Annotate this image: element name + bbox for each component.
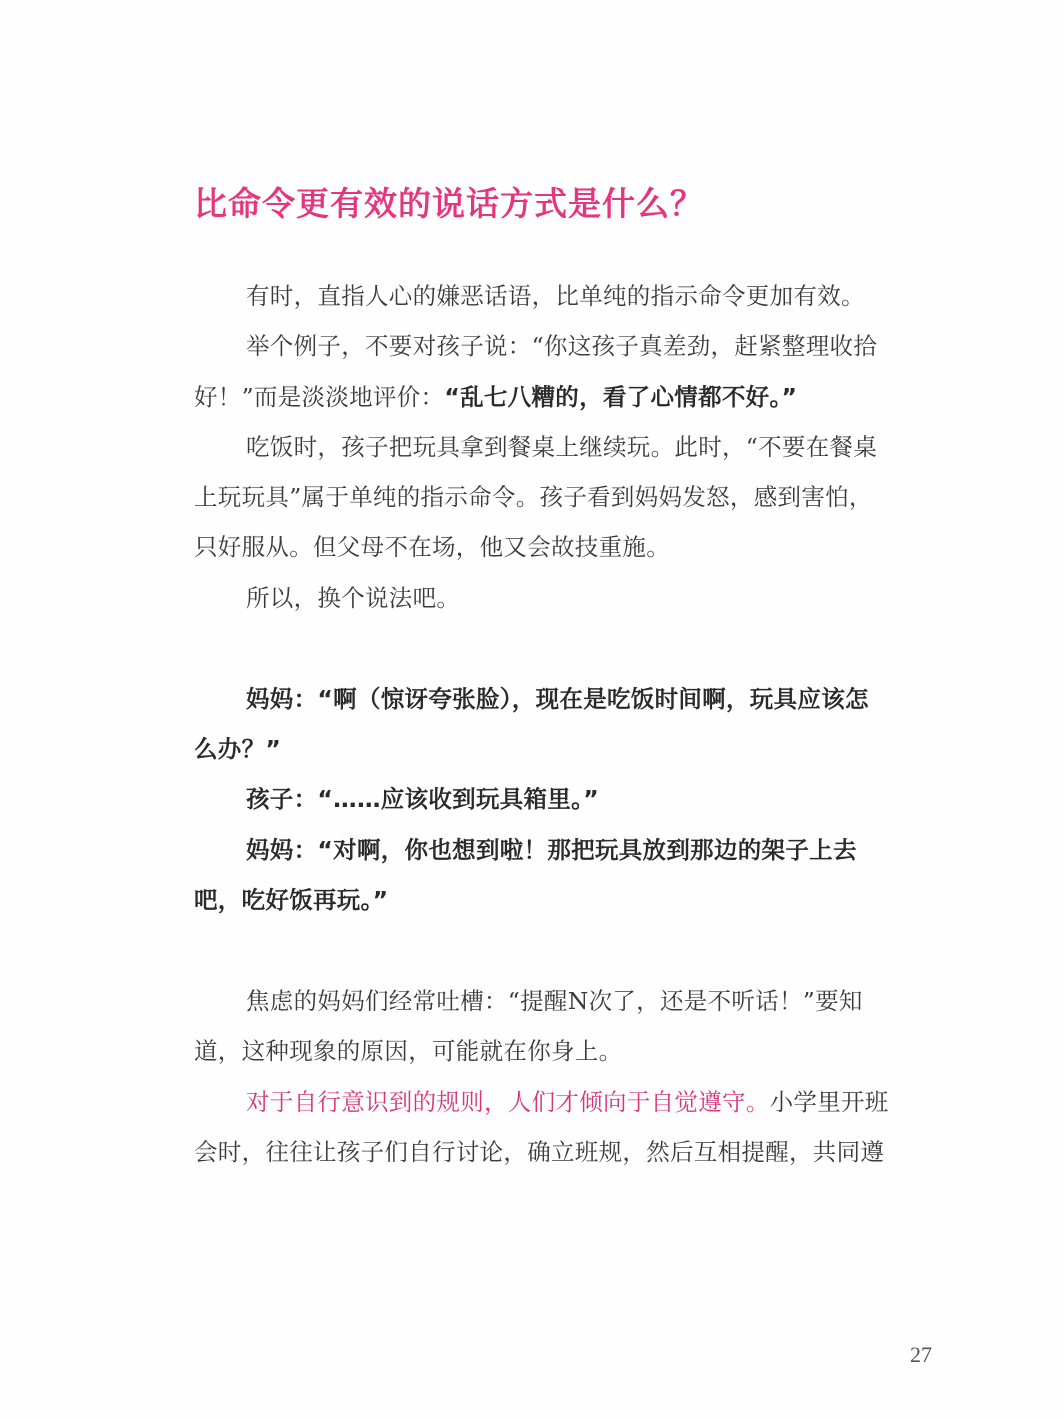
paragraph-5-line-2: 道，这种现象的原因，可能就在你身上。 bbox=[194, 1037, 623, 1065]
page-number: 27 bbox=[910, 1342, 932, 1367]
dialogue-line-3: 孩子：“……应该收到玩具箱里。” bbox=[246, 785, 599, 813]
dialogue-line-1: 妈妈：“啊（惊讶夸张脸），现在是吃饭时间啊，玩具应该怎 bbox=[246, 685, 869, 713]
highlighted-sentence: 对于自行意识到的规则，人们才倾向于自觉遵守。 bbox=[246, 1088, 770, 1116]
paragraph-6-line-1 bbox=[246, 1087, 889, 1117]
paragraph-6-plain-text: 小学里开班 bbox=[769, 1088, 889, 1116]
paragraph-2-bold-quote: “乱七八糟的，看了心情都不好。” bbox=[444, 383, 798, 411]
paragraph-2-plain-text: 好！”而是淡淡地评价： bbox=[194, 383, 445, 411]
dialogue-line-4: 妈妈：“对啊，你也想到啦！那把玩具放到那边的架子上去 bbox=[246, 836, 857, 864]
paragraph-4-line-1: 所以，换个说法吧。 bbox=[246, 584, 461, 612]
paragraph-6-line-2: 会时，往往让孩子们自行讨论，确立班规，然后互相提醒，共同遵 bbox=[194, 1138, 885, 1166]
paragraph-2-line-2 bbox=[194, 382, 797, 412]
paragraph-3-line-1: 吃饭时，孩子把玩具拿到餐桌上继续玩。此时，“不要在餐桌 bbox=[246, 433, 878, 461]
section-title: 比命令更有效的说话方式是什么？ bbox=[194, 184, 704, 223]
paragraph-5-line-1: 焦虑的妈妈们经常吐槽：“提醒N次了，还是不听话！”要知 bbox=[246, 987, 863, 1015]
paragraph-1-line-1: 有时，直指人心的嫌恶话语，比单纯的指示命令更加有效。 bbox=[246, 282, 865, 310]
dialogue-line-5: 吧，吃好饭再玩。” bbox=[194, 886, 389, 914]
paragraph-3-line-3: 只好服从。但父母不在场，他又会故技重施。 bbox=[194, 533, 670, 561]
paragraph-3-line-2: 上玩玩具”属于单纯的指示命令。孩子看到妈妈发怒，感到害怕， bbox=[194, 483, 873, 511]
paragraph-2-line-1: 举个例子，不要对孩子说：“你这孩子真差劲，赶紧整理收拾 bbox=[246, 332, 878, 360]
dialogue-line-2: 么办？” bbox=[194, 735, 282, 763]
